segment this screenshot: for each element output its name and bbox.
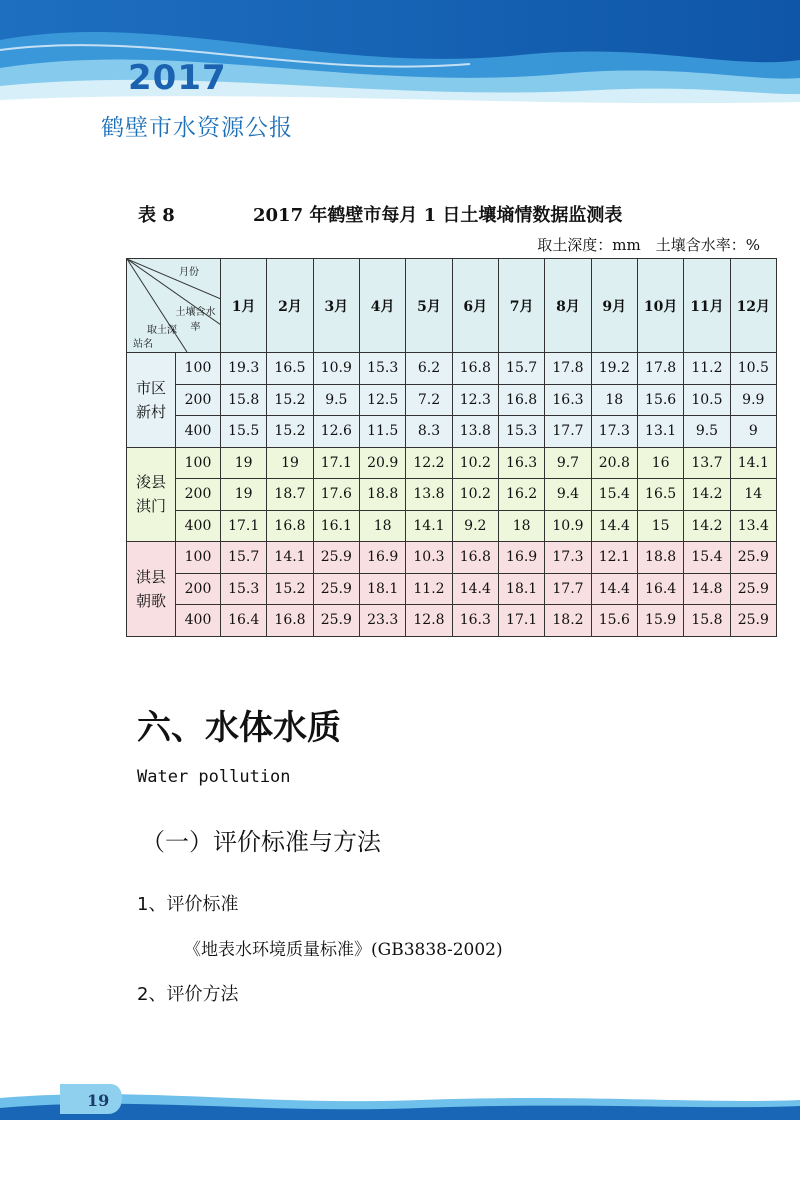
moisture-value-cell: 14 [730, 479, 776, 511]
page-number: 19 [87, 1091, 110, 1110]
moisture-value-cell: 18 [498, 510, 544, 542]
moisture-value-cell: 15.7 [498, 353, 544, 385]
subsection-title: （一）评价标准与方法 [141, 828, 381, 856]
moisture-value-cell: 15.6 [637, 384, 683, 416]
moisture-value-cell: 11.2 [406, 573, 452, 605]
moisture-value-cell: 12.3 [452, 384, 498, 416]
moisture-value-cell: 7.2 [406, 384, 452, 416]
moisture-value-cell: 6.2 [406, 353, 452, 385]
table-row [127, 510, 777, 542]
moisture-value-cell: 16.9 [359, 542, 405, 574]
moisture-value-cell: 15.9 [637, 605, 683, 637]
moisture-value-cell: 14.2 [684, 479, 730, 511]
table-row [127, 447, 777, 479]
moisture-value-cell: 10.3 [406, 542, 452, 574]
moisture-value-cell: 25.9 [313, 605, 359, 637]
moisture-value-cell: 16.2 [498, 479, 544, 511]
station-name-line: 市区 [135, 378, 166, 397]
moisture-value-cell: 13.4 [730, 510, 776, 542]
moisture-value-cell: 14.8 [684, 573, 730, 605]
moisture-value-cell: 17.1 [313, 447, 359, 479]
station-name-line: 新村 [135, 402, 166, 421]
depth-cell: 400 [176, 416, 221, 448]
moisture-value-cell: 9.7 [545, 447, 591, 479]
moisture-value-cell: 14.4 [452, 573, 498, 605]
moisture-value-cell: 15.2 [267, 573, 313, 605]
moisture-value-cell: 16.1 [313, 510, 359, 542]
depth-cell: 100 [176, 542, 221, 574]
moisture-value-cell: 25.9 [313, 573, 359, 605]
moisture-value-cell: 9.5 [313, 384, 359, 416]
moisture-value-cell: 20.8 [591, 447, 637, 479]
publication-title: 鹤壁市水资源公报 [101, 115, 293, 141]
depth-cell: 100 [176, 353, 221, 385]
moisture-value-cell: 18 [591, 384, 637, 416]
item-heading: 2、评价方法 [137, 984, 239, 1005]
month-header: 11月 [684, 259, 730, 353]
moisture-value-cell: 19 [267, 447, 313, 479]
month-header: 10月 [637, 259, 683, 353]
section-english-title: Water pollution [137, 767, 291, 787]
moisture-value-cell: 10.5 [684, 384, 730, 416]
moisture-value-cell: 16.8 [267, 510, 313, 542]
moisture-value-cell: 17.6 [313, 479, 359, 511]
page-header-banner [0, 0, 800, 150]
moisture-value-cell: 17.3 [591, 416, 637, 448]
moisture-value-cell: 13.7 [684, 447, 730, 479]
month-header: 8月 [545, 259, 591, 353]
moisture-value-cell: 14.4 [591, 510, 637, 542]
table-body [127, 353, 777, 637]
moisture-value-cell: 14.2 [684, 510, 730, 542]
moisture-value-cell: 14.1 [406, 510, 452, 542]
moisture-value-cell: 18.2 [545, 605, 591, 637]
moisture-value-cell: 15.3 [221, 573, 267, 605]
moisture-value-cell: 12.1 [591, 542, 637, 574]
table-number: 表 8 [138, 205, 175, 226]
table-row [127, 416, 777, 448]
moisture-value-cell: 18.1 [498, 573, 544, 605]
moisture-value-cell: 19.3 [221, 353, 267, 385]
moisture-value-cell: 16.3 [545, 384, 591, 416]
moisture-value-cell: 17.7 [545, 416, 591, 448]
moisture-value-cell: 25.9 [730, 573, 776, 605]
standard-reference: 《地表水环境质量标准》(GB3838-2002) [184, 940, 503, 960]
depth-cell: 100 [176, 447, 221, 479]
table-header-row [127, 259, 777, 353]
moisture-value-cell: 16.8 [452, 542, 498, 574]
moisture-value-cell: 15.3 [498, 416, 544, 448]
moisture-value-cell: 18.8 [359, 479, 405, 511]
month-header: 3月 [313, 259, 359, 353]
moisture-value-cell: 25.9 [313, 542, 359, 574]
month-header: 7月 [498, 259, 544, 353]
station-name-line: 朝歌 [135, 591, 166, 610]
moisture-value-cell: 18 [359, 510, 405, 542]
moisture-value-cell: 18.1 [359, 573, 405, 605]
depth-cell: 200 [176, 384, 221, 416]
moisture-value-cell: 8.3 [406, 416, 452, 448]
moisture-value-cell: 11.2 [684, 353, 730, 385]
station-name-line: 淇门 [135, 497, 166, 516]
moisture-value-cell: 17.1 [221, 510, 267, 542]
month-header: 2月 [267, 259, 313, 353]
depth-cell: 200 [176, 573, 221, 605]
moisture-value-cell: 20.9 [359, 447, 405, 479]
section-title: 六、水体水质 [137, 708, 341, 748]
soil-moisture-table [126, 258, 777, 637]
diagonal-header-cell [127, 259, 221, 353]
moisture-value-cell: 16.3 [498, 447, 544, 479]
moisture-value-cell: 15.3 [359, 353, 405, 385]
moisture-value-cell: 13.1 [637, 416, 683, 448]
moisture-value-cell: 19.2 [591, 353, 637, 385]
moisture-value-cell: 16.8 [452, 353, 498, 385]
station-name-line: 浚县 [135, 473, 166, 492]
moisture-value-cell: 16 [637, 447, 683, 479]
moisture-value-cell: 9.4 [545, 479, 591, 511]
moisture-value-cell: 17.8 [637, 353, 683, 385]
moisture-value-cell: 15.8 [221, 384, 267, 416]
station-name-cell [127, 353, 176, 448]
moisture-value-cell: 12.2 [406, 447, 452, 479]
station-name-cell [127, 542, 176, 637]
table-row [127, 384, 777, 416]
moisture-value-cell: 10.9 [545, 510, 591, 542]
moisture-value-cell: 16.8 [498, 384, 544, 416]
moisture-value-cell: 15 [637, 510, 683, 542]
corner-month-label: 月份 [179, 267, 199, 278]
moisture-value-cell: 17.7 [545, 573, 591, 605]
moisture-value-cell: 23.3 [359, 605, 405, 637]
table-row [127, 479, 777, 511]
depth-cell: 400 [176, 605, 221, 637]
moisture-value-cell: 19 [221, 447, 267, 479]
moisture-value-cell: 15.4 [591, 479, 637, 511]
moisture-value-cell: 14.1 [730, 447, 776, 479]
report-year: 2017 [128, 58, 227, 98]
month-header: 12月 [730, 259, 776, 353]
month-header: 5月 [406, 259, 452, 353]
station-name-line: 淇县 [135, 567, 166, 586]
moisture-value-cell: 15.7 [221, 542, 267, 574]
moisture-value-cell: 9 [730, 416, 776, 448]
month-header: 1月 [221, 259, 267, 353]
moisture-value-cell: 19 [221, 479, 267, 511]
item-heading: 1、评价标准 [137, 894, 239, 915]
corner-station-label: 站名 [133, 339, 153, 350]
moisture-value-cell: 10.9 [313, 353, 359, 385]
moisture-value-cell: 16.5 [637, 479, 683, 511]
moisture-value-cell: 12.8 [406, 605, 452, 637]
table-row [127, 605, 777, 637]
month-header: 4月 [359, 259, 405, 353]
moisture-value-cell: 15.5 [221, 416, 267, 448]
depth-cell: 400 [176, 510, 221, 542]
moisture-value-cell: 15.4 [684, 542, 730, 574]
station-name-cell [127, 447, 176, 542]
moisture-value-cell: 17.8 [545, 353, 591, 385]
moisture-value-cell: 9.2 [452, 510, 498, 542]
moisture-value-cell: 16.3 [452, 605, 498, 637]
moisture-value-cell: 10.5 [730, 353, 776, 385]
corner-moisture-label: 土壤含水率 [175, 307, 216, 333]
moisture-value-cell: 12.5 [359, 384, 405, 416]
corner-depth-label: 取土深 [147, 325, 177, 336]
moisture-value-cell: 15.2 [267, 416, 313, 448]
moisture-value-cell: 18.8 [637, 542, 683, 574]
moisture-value-cell: 14.4 [591, 573, 637, 605]
month-header: 6月 [452, 259, 498, 353]
moisture-value-cell: 16.8 [267, 605, 313, 637]
moisture-value-cell: 25.9 [730, 605, 776, 637]
moisture-value-cell: 9.5 [684, 416, 730, 448]
moisture-value-cell: 25.9 [730, 542, 776, 574]
moisture-value-cell: 17.3 [545, 542, 591, 574]
moisture-value-cell: 16.4 [637, 573, 683, 605]
moisture-value-cell: 11.5 [359, 416, 405, 448]
table-title: 2017 年鹤壁市每月 1 日土壤墒情数据监测表 [253, 205, 623, 226]
moisture-value-cell: 10.2 [452, 479, 498, 511]
moisture-value-cell: 15.8 [684, 605, 730, 637]
footer-wave-graphic [0, 1080, 800, 1120]
moisture-value-cell: 15.2 [267, 384, 313, 416]
moisture-value-cell: 16.4 [221, 605, 267, 637]
moisture-value-cell: 16.5 [267, 353, 313, 385]
moisture-value-cell: 14.1 [267, 542, 313, 574]
moisture-value-cell: 18.7 [267, 479, 313, 511]
table-row [127, 542, 777, 574]
depth-cell: 200 [176, 479, 221, 511]
month-header: 9月 [591, 259, 637, 353]
moisture-value-cell: 16.9 [498, 542, 544, 574]
moisture-value-cell: 13.8 [406, 479, 452, 511]
table-row [127, 573, 777, 605]
table-row [127, 353, 777, 385]
moisture-value-cell: 12.6 [313, 416, 359, 448]
moisture-value-cell: 10.2 [452, 447, 498, 479]
moisture-value-cell: 15.6 [591, 605, 637, 637]
table-units: 取土深度：mm 土壤含水率：% [537, 236, 760, 254]
page-footer-banner [0, 1080, 800, 1120]
moisture-value-cell: 17.1 [498, 605, 544, 637]
moisture-value-cell: 9.9 [730, 384, 776, 416]
moisture-value-cell: 13.8 [452, 416, 498, 448]
